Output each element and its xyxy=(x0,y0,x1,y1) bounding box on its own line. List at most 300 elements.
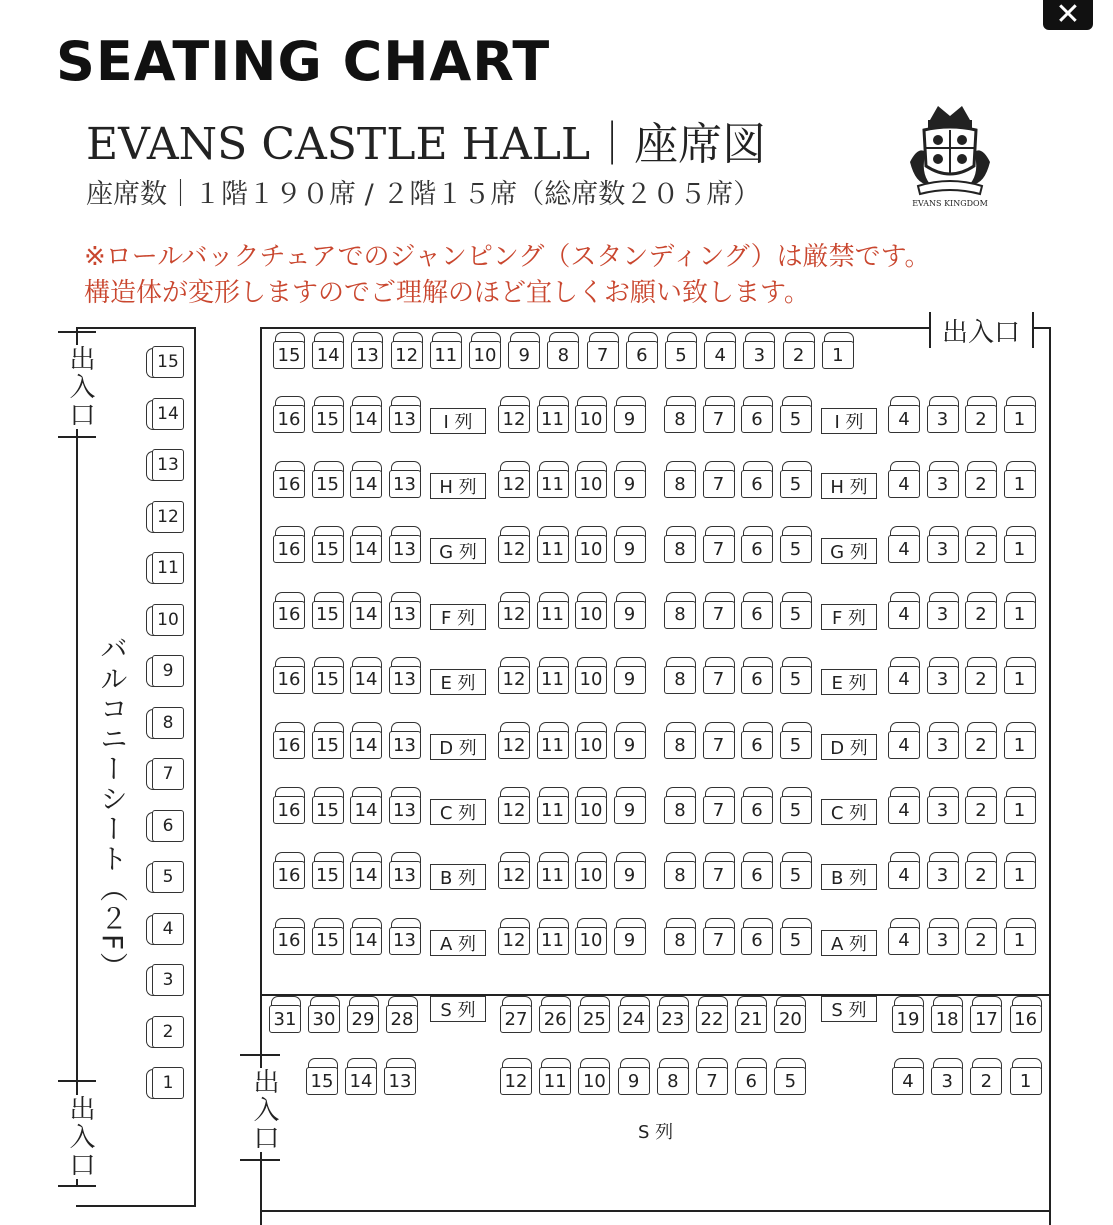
seat[interactable] xyxy=(887,461,921,499)
back-row-seat[interactable] xyxy=(703,332,737,370)
back-row-seat[interactable] xyxy=(429,332,463,370)
seat[interactable] xyxy=(388,526,422,564)
s-row-seat[interactable] xyxy=(344,1058,378,1096)
seat-number: 2 xyxy=(965,666,997,694)
notice-line-1: ※ロールバックチェアでのジャンピング（スタンディング）は厳禁です。 xyxy=(84,242,931,272)
back-row-seat[interactable] xyxy=(546,332,580,370)
seat[interactable] xyxy=(536,787,570,825)
seat-number: 11 xyxy=(537,861,569,889)
seat[interactable] xyxy=(964,592,998,630)
seat-number: 14 xyxy=(350,601,382,629)
seat[interactable] xyxy=(497,396,531,434)
balcony-seat[interactable] xyxy=(146,757,184,791)
seat[interactable] xyxy=(349,461,383,499)
seat[interactable] xyxy=(964,461,998,499)
seat[interactable] xyxy=(1003,852,1037,890)
seat[interactable] xyxy=(388,852,422,890)
seat-number: 12 xyxy=(498,601,530,629)
balcony-seat[interactable] xyxy=(146,500,184,534)
seat[interactable] xyxy=(497,526,531,564)
seat-count: 座席数｜１階１９０席 / ２階１５席（総席数２０５席） xyxy=(86,179,761,210)
seat[interactable] xyxy=(497,461,531,499)
seat[interactable] xyxy=(740,787,774,825)
seat[interactable] xyxy=(497,592,531,630)
seat-number: 10 xyxy=(575,731,607,759)
seat[interactable] xyxy=(272,592,306,630)
seat-number: 1 xyxy=(1004,535,1036,563)
seat[interactable] xyxy=(887,592,921,630)
seat-number: 11 xyxy=(537,535,569,563)
seat[interactable] xyxy=(887,787,921,825)
seat[interactable] xyxy=(574,396,608,434)
s-row-seat[interactable] xyxy=(734,1058,768,1096)
seat[interactable] xyxy=(926,722,960,760)
seat-number: 12 xyxy=(498,405,530,433)
seat-number: 7 xyxy=(152,758,184,790)
seat[interactable] xyxy=(1003,787,1037,825)
seat[interactable] xyxy=(574,657,608,695)
seat-number: 10 xyxy=(575,861,607,889)
seat-number: 6 xyxy=(741,470,773,498)
seat-number: 6 xyxy=(741,731,773,759)
balcony-seat[interactable] xyxy=(146,860,184,894)
seat[interactable] xyxy=(964,918,998,956)
seat[interactable] xyxy=(779,722,813,760)
seat[interactable] xyxy=(311,722,345,760)
seat-number: 14 xyxy=(350,666,382,694)
s-row-seat[interactable] xyxy=(268,996,302,1034)
seat-number: 3 xyxy=(743,341,775,369)
seat-number: 11 xyxy=(537,731,569,759)
seat-number: 13 xyxy=(351,341,383,369)
seat[interactable] xyxy=(613,657,647,695)
seat[interactable] xyxy=(779,461,813,499)
s-row-seat[interactable] xyxy=(577,1058,611,1096)
seat[interactable] xyxy=(613,592,647,630)
seat-number: 13 xyxy=(389,535,421,563)
seat[interactable] xyxy=(926,787,960,825)
seat[interactable] xyxy=(663,461,697,499)
seat-number: 4 xyxy=(888,861,920,889)
seat-number: 1 xyxy=(1004,666,1036,694)
seat[interactable] xyxy=(349,918,383,956)
balcony-seat[interactable] xyxy=(146,448,184,482)
seat-number: 7 xyxy=(703,731,735,759)
s-row-seat[interactable] xyxy=(385,996,419,1034)
s-row-seat[interactable] xyxy=(577,996,611,1034)
seat[interactable] xyxy=(574,526,608,564)
seat-number: 16 xyxy=(273,601,305,629)
seat-number: 10 xyxy=(575,927,607,955)
seat-number: 13 xyxy=(389,601,421,629)
seat[interactable] xyxy=(1003,396,1037,434)
s-row-seat[interactable] xyxy=(969,1058,1003,1096)
seat[interactable] xyxy=(311,918,345,956)
seat-number: 8 xyxy=(664,405,696,433)
seat[interactable] xyxy=(964,396,998,434)
seat[interactable] xyxy=(272,461,306,499)
seat-number: 8 xyxy=(664,535,696,563)
seat-number: 31 xyxy=(269,1005,301,1033)
seat[interactable] xyxy=(740,852,774,890)
seat-number: 5 xyxy=(780,861,812,889)
balcony-seat[interactable] xyxy=(146,551,184,585)
seat[interactable] xyxy=(663,852,697,890)
back-row-seat[interactable] xyxy=(311,332,345,370)
seat-number: 2 xyxy=(965,861,997,889)
row-label: F 列 xyxy=(430,604,486,630)
s-row-seat[interactable] xyxy=(891,996,925,1034)
seat[interactable] xyxy=(663,526,697,564)
seat-number: 9 xyxy=(614,927,646,955)
seat[interactable] xyxy=(311,396,345,434)
seat[interactable] xyxy=(1003,722,1037,760)
seat-number: 8 xyxy=(664,927,696,955)
seat[interactable] xyxy=(926,852,960,890)
seat-number: 16 xyxy=(273,405,305,433)
back-row-seat[interactable] xyxy=(664,332,698,370)
seat[interactable] xyxy=(311,787,345,825)
seat[interactable] xyxy=(926,657,960,695)
s-row-seat[interactable] xyxy=(383,1058,417,1096)
back-row-seat[interactable] xyxy=(272,332,306,370)
seat-number: 13 xyxy=(384,1067,416,1095)
balcony-seat[interactable] xyxy=(146,809,184,843)
seat[interactable] xyxy=(663,396,697,434)
seat-number: 2 xyxy=(965,470,997,498)
seat[interactable] xyxy=(613,526,647,564)
row-label: H 列 xyxy=(821,473,877,499)
seat[interactable] xyxy=(740,657,774,695)
seat-number: 16 xyxy=(273,796,305,824)
back-row-seat[interactable] xyxy=(507,332,541,370)
s-row-seat[interactable] xyxy=(307,996,341,1034)
balcony-seat[interactable] xyxy=(146,345,184,379)
s-row-seat[interactable] xyxy=(734,996,768,1034)
seat-number: 9 xyxy=(614,470,646,498)
seat-number: 4 xyxy=(704,341,736,369)
row-label: E 列 xyxy=(821,669,877,695)
s-row-seat[interactable] xyxy=(969,996,1003,1034)
seat-number: 6 xyxy=(626,341,658,369)
seat[interactable] xyxy=(536,722,570,760)
seat[interactable] xyxy=(702,787,736,825)
seat[interactable] xyxy=(272,396,306,434)
s-row-seat[interactable] xyxy=(656,1058,690,1096)
seat[interactable] xyxy=(272,657,306,695)
seat-number: 13 xyxy=(389,861,421,889)
seat[interactable] xyxy=(740,396,774,434)
seat[interactable] xyxy=(964,657,998,695)
seat[interactable] xyxy=(497,722,531,760)
back-row-seat[interactable] xyxy=(468,332,502,370)
seat[interactable] xyxy=(349,657,383,695)
seat[interactable] xyxy=(388,592,422,630)
seat[interactable] xyxy=(779,852,813,890)
s-row-seat[interactable] xyxy=(695,1058,729,1096)
venue-title: EVANS CASTLE HALL｜座席図 xyxy=(86,119,767,170)
s-row-seat[interactable] xyxy=(930,996,964,1034)
seat[interactable] xyxy=(613,787,647,825)
balcony-seat[interactable] xyxy=(146,963,184,997)
s-row-seat[interactable] xyxy=(499,996,533,1034)
balcony-seat[interactable] xyxy=(146,397,184,431)
seat[interactable] xyxy=(702,918,736,956)
seat[interactable] xyxy=(887,657,921,695)
seat-number: 16 xyxy=(273,731,305,759)
seat-number: 3 xyxy=(927,796,959,824)
seat[interactable] xyxy=(663,722,697,760)
seat-number: 3 xyxy=(927,731,959,759)
seat[interactable] xyxy=(663,592,697,630)
seat[interactable] xyxy=(926,592,960,630)
seat-number: 14 xyxy=(345,1067,377,1095)
seat-number: 9 xyxy=(614,861,646,889)
seat[interactable] xyxy=(1003,592,1037,630)
seat[interactable] xyxy=(388,722,422,760)
seat-number: 8 xyxy=(547,341,579,369)
seat[interactable] xyxy=(779,918,813,956)
s-row-seat[interactable] xyxy=(656,996,690,1034)
seat[interactable] xyxy=(613,396,647,434)
s-row-seat[interactable] xyxy=(773,1058,807,1096)
seat-number: 6 xyxy=(152,810,184,842)
seat-number: 4 xyxy=(152,913,184,945)
seat-number: 16 xyxy=(273,927,305,955)
seat[interactable] xyxy=(779,657,813,695)
seat[interactable] xyxy=(272,526,306,564)
seat[interactable] xyxy=(349,526,383,564)
seat[interactable] xyxy=(272,722,306,760)
seat-number: 15 xyxy=(312,601,344,629)
seat[interactable] xyxy=(740,461,774,499)
seat[interactable] xyxy=(702,526,736,564)
seat[interactable] xyxy=(887,852,921,890)
row-label: H 列 xyxy=(430,473,486,499)
seat[interactable] xyxy=(388,918,422,956)
seat-number: 8 xyxy=(664,470,696,498)
seat[interactable] xyxy=(574,852,608,890)
seat[interactable] xyxy=(887,396,921,434)
seat[interactable] xyxy=(536,657,570,695)
seat-number: 1 xyxy=(1004,861,1036,889)
back-row-seat[interactable] xyxy=(625,332,659,370)
s-row-seat[interactable] xyxy=(773,996,807,1034)
seat[interactable] xyxy=(613,852,647,890)
seat-number: 12 xyxy=(498,927,530,955)
seat[interactable] xyxy=(1003,526,1037,564)
seat[interactable] xyxy=(536,461,570,499)
seat-number: 12 xyxy=(498,731,530,759)
seat-number: 30 xyxy=(308,1005,340,1033)
seat[interactable] xyxy=(964,722,998,760)
seat[interactable] xyxy=(349,722,383,760)
page-title: SEATING CHART xyxy=(56,30,551,93)
seat-number: 1 xyxy=(1004,927,1036,955)
back-row-seat[interactable] xyxy=(390,332,424,370)
seat[interactable] xyxy=(740,918,774,956)
seat[interactable] xyxy=(702,722,736,760)
seat[interactable] xyxy=(663,657,697,695)
close-button[interactable]: ✕ xyxy=(1043,0,1093,30)
seat[interactable] xyxy=(497,918,531,956)
seat-number: 10 xyxy=(575,405,607,433)
seat[interactable] xyxy=(779,787,813,825)
balcony-seat[interactable] xyxy=(146,1066,184,1100)
seat-number: 16 xyxy=(273,470,305,498)
seat-number: 15 xyxy=(312,861,344,889)
seat[interactable] xyxy=(311,526,345,564)
seat-number: 6 xyxy=(741,601,773,629)
seat[interactable] xyxy=(349,396,383,434)
seat[interactable] xyxy=(388,657,422,695)
seat[interactable] xyxy=(926,918,960,956)
seat[interactable] xyxy=(740,722,774,760)
seat[interactable] xyxy=(497,787,531,825)
seat-number: 2 xyxy=(965,796,997,824)
seat[interactable] xyxy=(740,592,774,630)
seat[interactable] xyxy=(964,787,998,825)
s-row-seat[interactable] xyxy=(499,1058,533,1096)
seat-number: 14 xyxy=(350,796,382,824)
seat-number: 4 xyxy=(888,405,920,433)
seat[interactable] xyxy=(613,461,647,499)
seat[interactable] xyxy=(349,787,383,825)
seat-number: 9 xyxy=(614,535,646,563)
seat[interactable] xyxy=(349,592,383,630)
seat[interactable] xyxy=(272,852,306,890)
row-label: B 列 xyxy=(821,864,877,890)
seat-number: 13 xyxy=(152,449,184,481)
s-row-seat[interactable] xyxy=(617,1058,651,1096)
s-row-seat[interactable] xyxy=(617,996,651,1034)
seat[interactable] xyxy=(702,657,736,695)
seat-number: 12 xyxy=(498,796,530,824)
seat[interactable] xyxy=(702,461,736,499)
seat[interactable] xyxy=(536,852,570,890)
seat[interactable] xyxy=(663,918,697,956)
seat[interactable] xyxy=(311,852,345,890)
seat[interactable] xyxy=(613,722,647,760)
seat-number: 12 xyxy=(498,535,530,563)
seat-number: 12 xyxy=(498,470,530,498)
seat-number: 15 xyxy=(312,405,344,433)
seat[interactable] xyxy=(964,526,998,564)
seat[interactable] xyxy=(1003,918,1037,956)
seat-number: 11 xyxy=(537,796,569,824)
seat-number: 25 xyxy=(578,1005,610,1033)
seat[interactable] xyxy=(574,787,608,825)
seat[interactable] xyxy=(311,461,345,499)
seat-number: 8 xyxy=(664,731,696,759)
seat[interactable] xyxy=(779,526,813,564)
seat[interactable] xyxy=(497,852,531,890)
seat[interactable] xyxy=(926,461,960,499)
seat[interactable] xyxy=(702,592,736,630)
seat[interactable] xyxy=(272,918,306,956)
seat[interactable] xyxy=(536,592,570,630)
seat[interactable] xyxy=(388,396,422,434)
s-row-seat[interactable] xyxy=(930,1058,964,1096)
balcony-seat[interactable] xyxy=(146,603,184,637)
s-row-seat[interactable] xyxy=(1009,1058,1043,1096)
seat[interactable] xyxy=(926,396,960,434)
seat[interactable] xyxy=(663,787,697,825)
seat[interactable] xyxy=(887,526,921,564)
seat-number: 2 xyxy=(970,1067,1002,1095)
s-row-seat[interactable] xyxy=(1009,996,1043,1034)
seat-number: 18 xyxy=(931,1005,963,1033)
balcony-seat[interactable] xyxy=(146,1015,184,1049)
seat[interactable] xyxy=(388,461,422,499)
seat[interactable] xyxy=(740,526,774,564)
seat[interactable] xyxy=(311,657,345,695)
seat[interactable] xyxy=(887,918,921,956)
seat-number: 11 xyxy=(430,341,462,369)
seat[interactable] xyxy=(497,657,531,695)
s-row-seat[interactable] xyxy=(346,996,380,1034)
back-row-seat[interactable] xyxy=(821,332,855,370)
seat-number: 14 xyxy=(350,861,382,889)
balcony-exit-top: 出入口 xyxy=(62,345,99,429)
seat[interactable] xyxy=(574,461,608,499)
seat[interactable] xyxy=(272,787,306,825)
s-row-seat[interactable] xyxy=(305,1058,339,1096)
row-label: C 列 xyxy=(430,799,486,825)
seat-number: 13 xyxy=(389,470,421,498)
seat[interactable] xyxy=(388,787,422,825)
seat[interactable] xyxy=(574,918,608,956)
seat[interactable] xyxy=(613,918,647,956)
s-row-seat[interactable] xyxy=(538,996,572,1034)
seat[interactable] xyxy=(536,396,570,434)
seat[interactable] xyxy=(887,722,921,760)
row-label: G 列 xyxy=(430,538,486,564)
back-row-seat[interactable] xyxy=(742,332,776,370)
back-row-seat[interactable] xyxy=(350,332,384,370)
seat-number: 10 xyxy=(575,796,607,824)
seat-number: 9 xyxy=(152,655,184,687)
back-row-seat[interactable] xyxy=(782,332,816,370)
seat[interactable] xyxy=(311,592,345,630)
seat[interactable] xyxy=(702,396,736,434)
seat[interactable] xyxy=(779,396,813,434)
seat[interactable] xyxy=(926,526,960,564)
seat[interactable] xyxy=(1003,461,1037,499)
seat[interactable] xyxy=(536,526,570,564)
s-row-seat[interactable] xyxy=(891,1058,925,1096)
s-row-seat[interactable] xyxy=(538,1058,572,1096)
back-row-seat[interactable] xyxy=(586,332,620,370)
balcony-seat[interactable] xyxy=(146,912,184,946)
s-row-seat[interactable] xyxy=(695,996,729,1034)
seat[interactable] xyxy=(1003,657,1037,695)
balcony-seat[interactable] xyxy=(146,706,184,740)
seat[interactable] xyxy=(574,722,608,760)
balcony-seat[interactable] xyxy=(146,654,184,688)
seat[interactable] xyxy=(574,592,608,630)
seat[interactable] xyxy=(349,852,383,890)
row-label: C 列 xyxy=(821,799,877,825)
seat[interactable] xyxy=(779,592,813,630)
seat[interactable] xyxy=(536,918,570,956)
seat-number: 8 xyxy=(152,707,184,739)
seat[interactable] xyxy=(964,852,998,890)
seat[interactable] xyxy=(702,852,736,890)
seat-number: 2 xyxy=(965,927,997,955)
seat-number: 8 xyxy=(664,796,696,824)
seat-number: 7 xyxy=(587,341,619,369)
